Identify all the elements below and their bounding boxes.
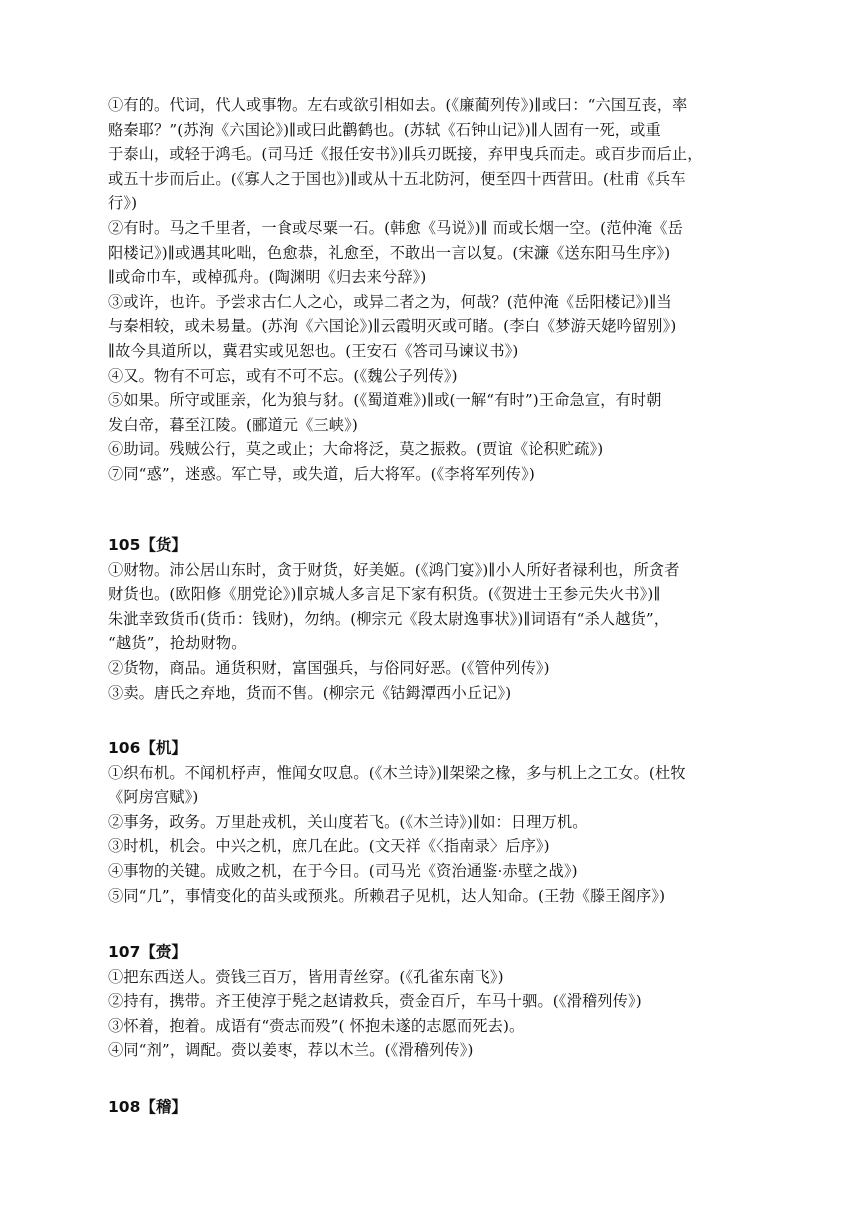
entry-108-ji	[108, 1095, 768, 1120]
text-line: ∥故今具道所以，冀君实或见恕也。(王安石《答司马谏议书》)	[108, 341, 519, 360]
entry-heading: 105【货】	[108, 536, 187, 554]
text-line: 财货也。(欧阳修《朋党论》)∥京城人多言足下家有积货。(《贺进士王参元失火书》)∥	[108, 585, 661, 604]
text-line: ②事务，政务。万里赴戎机，关山度若飞。(《木兰诗》)∥如：日理万机。	[108, 812, 588, 831]
text-line: ⑤同“几”，事情变化的苗头或预兆。所赖君子见机，达人知命。(王勃《滕王阁序》)	[108, 886, 666, 905]
text-line: 于泰山，或轻于鸿毛。(司马迁《报任安书》)∥兵刃既接，弃甲曳兵而走。或百步而后止，	[108, 145, 703, 164]
text-line: ⑥助词。残贼公行，莫之或止；大命将泛，莫之振救。(贾谊《论积贮疏》)	[108, 440, 604, 459]
entry-heading: 106【机】	[108, 739, 187, 757]
entry-105-huo	[108, 533, 768, 705]
text-line: 发白帝，暮至江陵。(郦道元《三峡》)	[108, 415, 358, 434]
text-line: ②持有，携带。齐王使淳于髡之赵请救兵，赍金百斤，车马十驷。(《滑稽列传》)	[108, 992, 642, 1011]
text-line: ①织布机。不闻机杼声，惟闻女叹息。(《木兰诗》)∥架梁之椽，多与机上之工女。(杜牧	[108, 763, 686, 782]
text-line: 《阿房宫赋》)	[108, 788, 199, 807]
text-line: “越货”，抢劫财物。	[108, 634, 247, 653]
text-line: ∥或命巾车，或棹孤舟。(陶渊明《归去来兮辞》)	[108, 268, 427, 287]
entry-heading: 107【赍】	[108, 943, 187, 961]
text-line: 朱泚幸致货币(货币：钱财)，勿纳。(柳宗元《段太尉逸事状》)∥词语有“杀人越货”，	[108, 609, 670, 628]
text-line: ③卖。唐氏之弃地，货而不售。(柳宗元《钴鉧潭西小丘记》)	[108, 683, 512, 702]
text-line: 阳楼记》)∥或遇其叱咄，色愈恭，礼愈至，不敢出一言以复。(宋濂《送东阳马生序》)	[108, 243, 671, 262]
text-line: ①财物。沛公居山东时，贪于财货，好美姬。(《鸿门宴》)∥小人所好者禄利也，所贪者	[108, 560, 680, 579]
text-line: ⑦同“惑”，迷惑。军亡导，或失道，后大将军。(《李将军列传》)	[108, 464, 535, 483]
text-line: ③或许，也许。予尝求古仁人之心，或异二者之为，何哉？(范仲淹《岳阳楼记》)∥当	[108, 292, 672, 311]
entry-heading: 108【稽】	[108, 1098, 187, 1116]
entry-107-ji	[108, 940, 768, 1063]
text-line: ③时机，机会。中兴之机，庶几在此。(文天祥《〈指南录〉后序》)	[108, 837, 550, 856]
text-line: ②货物，商品。通货积财，富国强兵，与俗同好恶。(《管仲列传》)	[108, 658, 550, 677]
text-line: ④事物的关键。成败之机，在于今日。(司马光《资治通鉴·赤壁之战》)	[108, 861, 578, 880]
text-line: ④又。物有不可忘，或有不可不忘。(《魏公子列传》)	[108, 366, 458, 385]
entry-huo-continuation	[108, 93, 768, 487]
text-line: 行》)	[108, 194, 138, 213]
text-line: 或五十步而后止。(《寡人之于国也》)∥或从十五北防河，便至四十西营田。(杜甫《兵车	[108, 169, 686, 188]
text-line: ②有时。马之千里者，一食或尽粟一石。(韩愈《马说》)∥ 而或长烟一空。(范仲淹《岳	[108, 218, 683, 237]
text-line: ①把东西送人。赍钱三百万，皆用青丝穿。(《孔雀东南飞》)	[108, 967, 504, 986]
text-line: ③怀着，抱着。成语有“赍志而殁”( 怀抱未遂的志愿而死去)。	[108, 1016, 525, 1035]
text-line: ⑤如果。所守或匪亲，化为狼与豺。(《蜀道难》)∥或(一解“有时”)王命急宣，有时朝	[108, 391, 662, 410]
text-line: 与秦相较，或未易量。(苏洵《六国论》)∥云霞明灭或可睹。(李白《梦游天姥吟留别》)	[108, 317, 677, 336]
text-line: ④同“剂”，调配。赍以姜枣，荐以木兰。(《滑稽列传》)	[108, 1041, 474, 1060]
text-line: 赂秦耶？”(苏洵《六国论》)∥或曰此鹳鹤也。(苏轼《石钟山记》)∥人固有一死，或重	[108, 120, 661, 139]
entry-106-ji	[108, 736, 768, 908]
text-line: ①有的。代词，代人或事物。左右或欲引相如去。(《廉蔺列传》)∥或曰：“六国互丧，率	[108, 96, 688, 114]
